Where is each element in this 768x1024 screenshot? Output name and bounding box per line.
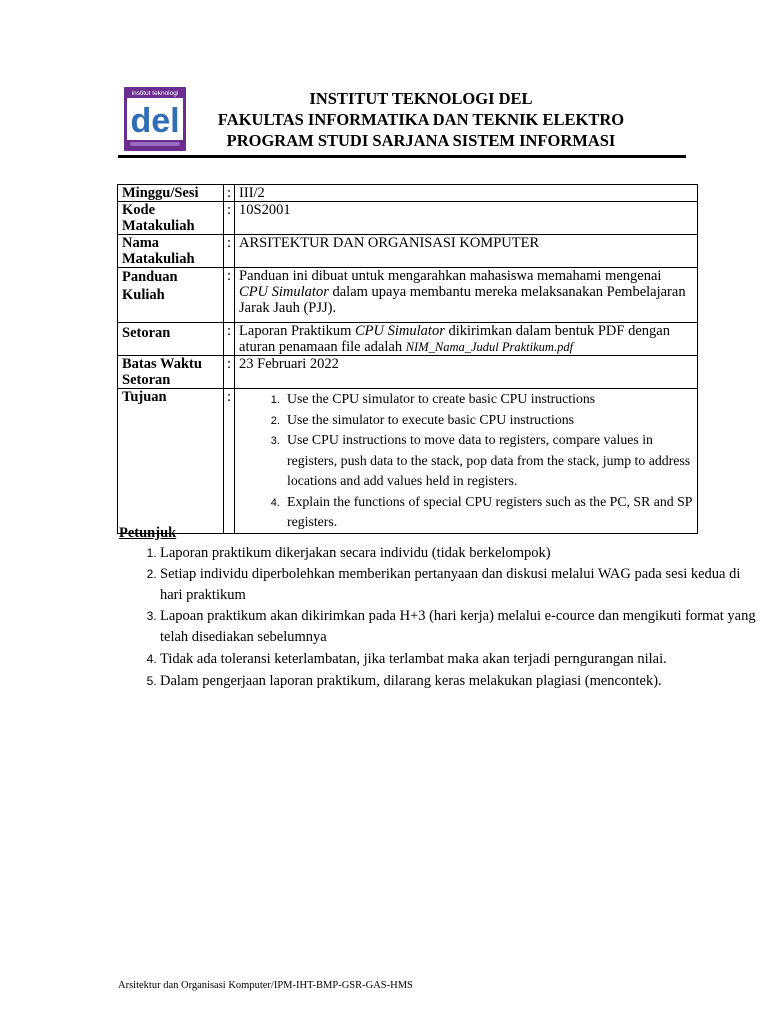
list-item: 3. Use CPU instructions to move data to registers, compare values in registers, push data to the stack, pop data from the stack, jump to address locations and add values held in registers. (283, 430, 693, 492)
value-nama: ARSITEKTUR DAN ORGANISASI KOMPUTER (235, 235, 698, 268)
setoran-text-pre: Laporan Praktikum (239, 323, 356, 339)
page-footer: Arsitektur dan Organisasi Komputer/IPM-IHT-BMP-GSR-GAS-HMS (118, 980, 413, 991)
row-minggu (118, 185, 698, 202)
list-item: 2. Setiap individu diperbolehkan memberikan pertanyaan dan diskusi melalui WAG pada sesi kedua di hari praktikum (160, 564, 760, 606)
header-divider (118, 155, 686, 158)
header-institute: INSTITUT TEKNOLOGI DEL (309, 89, 533, 108)
colon: : (224, 323, 235, 356)
colon: : (224, 389, 235, 534)
header-faculty: FAKULTAS INFORMATIKA DAN TEKNIK ELEKTRO (217, 110, 625, 129)
list-item: 4. Explain the functions of special CPU registers such as the PC, SR and SP registers. (283, 492, 693, 533)
label-batas: Batas Waktu Setoran (118, 356, 224, 389)
colon: : (224, 185, 235, 202)
list-item: 4. Tidak ada toleransi keterlambatan, jika terlambat maka akan terjadi perngurangan nilai. (160, 652, 760, 666)
logo-tagline: institut teknologi (131, 90, 179, 97)
colon: : (224, 356, 235, 389)
row-tujuan (118, 389, 698, 534)
value-kode: 10S2001 (235, 202, 698, 235)
list-item: 1. Laporan praktikum dikerjakan secara individu (tidak berkelompok) (160, 543, 760, 564)
value-batas: 23 Februari 2022 (235, 356, 698, 389)
row-batas (118, 356, 698, 389)
row-panduan (118, 268, 698, 323)
list-item: 2. Use the simulator to execute basic CPU instructions (283, 410, 693, 431)
list-item: 1. Use the CPU simulator to create basic CPU instructions (283, 389, 693, 410)
value-panduan (235, 268, 698, 323)
row-nama (118, 235, 698, 268)
logo-wordmark: del (130, 102, 180, 140)
setoran-filename: NIM_Nama_Judul Praktikum.pdf (405, 340, 574, 354)
panduan-text-em: CPU Simulator (239, 284, 329, 300)
setoran-text-em: CPU Simulator (355, 323, 445, 339)
value-tujuan (235, 389, 698, 534)
colon: : (224, 202, 235, 235)
document-header (200, 88, 642, 151)
panduan-text-pre: Panduan ini dibuat untuk mengarahkan mahasiswa memahami mengenai (239, 268, 662, 284)
row-setoran (118, 323, 698, 356)
label-setoran: Setoran (118, 323, 224, 356)
label-panduan: Panduan Kuliah (118, 268, 224, 323)
tujuan-list (239, 389, 693, 533)
setoran-text-mid: dikirimkan dalam bentuk PDF dengan aturan penamaan file adalah (239, 323, 670, 355)
value-setoran (235, 323, 698, 356)
label-minggu: Minggu/Sesi (118, 185, 224, 202)
institut-teknologi-del-logo (124, 87, 186, 151)
course-info-table (117, 184, 698, 534)
list-item: 5. Dalam pengerjaan laporan praktikum, dilarang keras melakukan plagiasi (mencontek). (160, 671, 760, 692)
petunjuk-title: Petunjuk (119, 525, 177, 541)
value-minggu: III/2 (235, 185, 698, 202)
list-item: 3. Lapoan praktikum akan dikirimkan pada H+3 (hari kerja) melalui e-cource dan mengikuti format yang telah disediakan sebelumnya (160, 606, 760, 648)
panduan-text-post: dalam upaya membantu mereka melaksanakan Pembelajaran Jarak Jauh (PJJ). (239, 284, 686, 316)
label-kode: Kode Matakuliah (118, 202, 224, 235)
colon: : (224, 235, 235, 268)
colon: : (224, 268, 235, 323)
row-kode (118, 202, 698, 235)
petunjuk-list (118, 543, 760, 692)
header-program: PROGRAM STUDI SARJANA SISTEM INFORMASI (226, 131, 616, 150)
label-nama: Nama Matakuliah (118, 235, 224, 268)
label-tujuan: Tujuan (118, 389, 224, 534)
